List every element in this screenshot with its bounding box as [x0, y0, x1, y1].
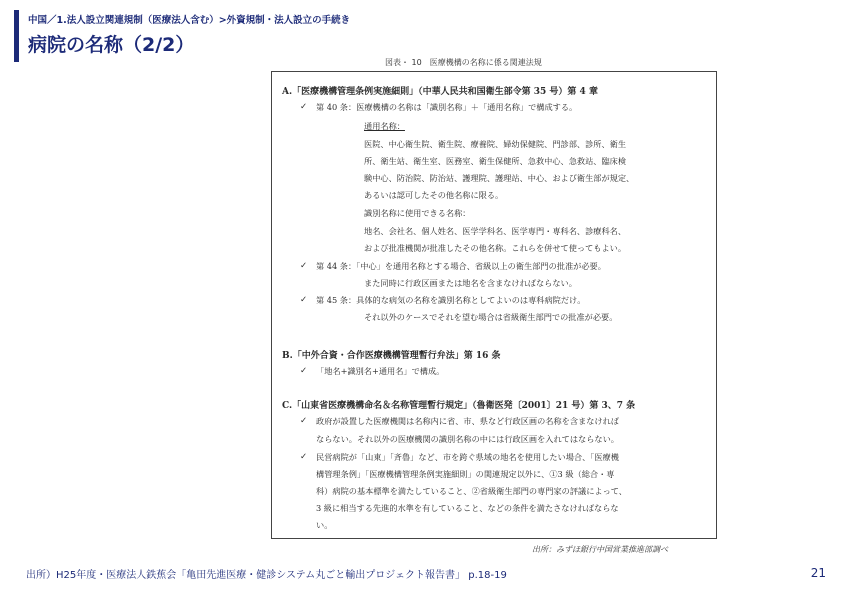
check-icon: ✓ [300, 366, 308, 376]
check-icon: ✓ [300, 295, 308, 305]
section-a-title: A.「医療機構管理条例実施細則」（中華人民共和国衛生部令第 35 号）第 4 章 [282, 87, 598, 97]
section-c-title: C.「山東省医療機構命名＆名称管理暫行規定」（魯衛医発〔2001〕21 号）第 3、7 条 [282, 401, 636, 411]
figure-credit: 出所：みずほ銀行中国営業推進部調べ [532, 545, 668, 554]
regulation-document-figure [271, 71, 717, 539]
title-accent-bar [14, 10, 19, 62]
article-45-line: 第 45 条：具体的な病気の名称を識別名称としてよいのは専科病院だけ。 [316, 295, 586, 305]
page-title: 病院の名称（2/2） [28, 34, 195, 56]
check-icon: ✓ [300, 102, 308, 112]
common-name-line: あるいは認可したその他名称に限る。 [364, 190, 504, 200]
section-b-title: B.「中外合資・合作医療機構管理暫行弁法」第 16 条 [282, 351, 501, 361]
article-45-line: それ以外のケースでそれを望む場合は省級衛生部門での批准が必要。 [364, 312, 618, 322]
common-name-line: 医院、中心衛生院、衛生院、療養院、婦幼保健院、門診部、診所、衛生 [364, 139, 627, 149]
page-number: 21 [810, 566, 826, 580]
breadcrumb: 中国／1.法人設立関連規制（医療法人含む）>外資規制・法人設立の手続き [28, 15, 351, 26]
check-icon: ✓ [300, 416, 308, 426]
source-note: 出所）H25年度・医療法人鉄蕉会「亀田先進医療・健診システム丸ごと輸出プロジェクト報告書」 p.18-19 [26, 570, 507, 581]
article-44-line: 第 44 条：「中心」を通用名称とする場合、省級以上の衛生部門の批准が必要。 [316, 261, 606, 271]
common-name-line: 験中心、防治院、防治站、護理院、護理站、中心、および衛生部が規定、 [364, 173, 635, 183]
identifier-name-line: 地名、会社名、個人姓名、医学学科名、医学専門・専科名、診療科名、 [364, 226, 627, 236]
check-icon: ✓ [300, 261, 308, 271]
identifier-name-line: および批准機関が批准したその他名称。これらを併せて使ってもよい。 [364, 243, 627, 253]
section-c-item2-line: 科）病院の基本標準を満たしていること、②省級衛生部門の専門家の評議によって、 [316, 486, 627, 496]
section-c-item2-line: 構管理条例」「医療機構管理条例実施細則」の関連規定以外に、①3 級（総合・専 [316, 469, 615, 479]
section-b-item: 「地名+識別名+通用名」で構成。 [316, 366, 445, 376]
article-44-line: また同時に行政区画または地名を含まなければならない。 [364, 278, 577, 288]
article-40: 第 40 条：医療機構の名称は「識別名称」＋「通用名称」で構成する。 [316, 102, 578, 112]
check-icon: ✓ [300, 452, 308, 462]
section-c-item2-line: い。 [316, 520, 333, 530]
common-name-line: 所、衛生站、衛生室、医務室、衛生保健所、急救中心、急救站、臨床検 [364, 156, 627, 166]
section-c-item2-line: 民営病院が「山東」「斉魯」など、市を跨ぐ県域の地名を使用したい場合、「医療機 [316, 452, 619, 462]
section-c-item2-line: 3 級に相当する先進的水準を有していること、などの条件を満たさなければならな [316, 503, 619, 513]
section-c-item1-line: ならない。それ以外の医療機関の識別名称の中には行政区画を入れてはならない。 [316, 434, 619, 444]
section-c-item1-line: 政府が設置した医療機関は名称内に省、市、県など行政区画の名称を含まなければ [316, 416, 619, 426]
identifier-name-label: 識別名称に使用できる名称： [364, 208, 471, 218]
common-name-label: 通用名称： [364, 121, 405, 131]
figure-caption: 図表・ 10 医療機構の名称に係る関連法規 [385, 58, 542, 67]
